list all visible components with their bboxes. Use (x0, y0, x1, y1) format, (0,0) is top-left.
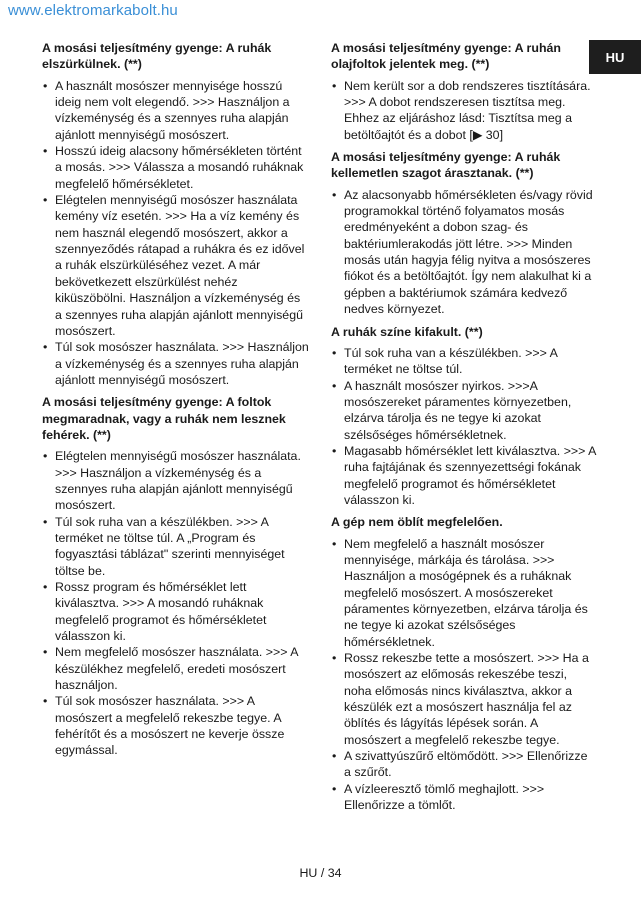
watermark-url: www.elektromarkabolt.hu (8, 2, 178, 19)
cause-list (331, 345, 597, 508)
list-item: • Túl sok ruha van a készülékben. >>> A terméket ne töltse túl. A „Program és fogyasztási táblázat" szerinti mennyiséget töltse be. (42, 514, 310, 579)
section-heading: A mosási teljesítmény gyenge: A ruhák elszürkülnek. (**) (42, 41, 272, 72)
list-item: • A használt mosószer mennyisége hosszú ideig nem volt elegendő. >>> Használjon a vízkeménység és a szennyes ruha alapján ajánlott mennyiségű mosószert. (42, 78, 310, 143)
troubleshoot-section (42, 40, 310, 388)
troubleshoot-section (331, 324, 597, 509)
troubleshoot-section (331, 40, 597, 143)
cause-list (331, 187, 597, 318)
list-item: • Túl sok ruha van a készülékben. >>> A terméket ne töltse túl. (331, 345, 597, 378)
list-item: • Elégtelen mennyiségű mosószer használata. >>> Használjon a vízkeménység és a szennyes ruha alapján ajánlott mennyiségű mosószert. (42, 448, 310, 513)
list-item: • Az alacsonyabb hőmérsékleten és/vagy rövid programokkal történő folyamatos mosás eredményeként a dobon szag- és baktériumlerakodás jött létre. >>> Minden mosás után hagyja félig nyitva a mosószeres fiókot és a betöltőajtót. Így nem alakulhat ki a gépben a baktériumok számára kedvező nedves környezet. (331, 187, 597, 318)
right-column (331, 40, 597, 819)
cause-list (331, 536, 597, 814)
list-item: • Magasabb hőmérséklet lett kiválasztva. >>> A ruha fajtájának és szennyezettségi fokának megfelelő programot és hőmérsékletet válasszon ki. (331, 443, 597, 508)
list-item: • Nem megfelelő a használt mosószer mennyisége, márkája és tárolása. >>> Használjon a mosógépnek és a ruháknak megfelelő mosószert. A mosószereket páramentes környezetben, elzárva tárolja és ne tegye ki azokat szélsőséges hőmérsékletnek. (331, 536, 597, 650)
list-item: • Nem megfelelő mosószer használata. >>> A készülékhez megfelelő, eredeti mosószert használjon. (42, 644, 310, 693)
troubleshoot-section (331, 514, 597, 813)
troubleshoot-section (42, 394, 310, 759)
list-item: • A használt mosószer nyirkos. >>>A mosószereket páramentes környezetben, elzárva tárolja és ne tegye ki azokat szélsőséges hőmérsékletnek. (331, 378, 597, 443)
list-item: • Túl sok mosószer használata. >>> A mosószert a megfelelő rekeszbe tegye. A fehérítőt és a mosószert ne keverje össze egymással. (42, 693, 310, 758)
cause-list (42, 448, 310, 759)
left-column (42, 40, 310, 765)
list-item: • Túl sok mosószer használata. >>> Használjon a vízkeménység és a szennyes ruha alapján ajánlott mennyiségű mosószert. (42, 339, 310, 388)
section-heading: A ruhák színe kifakult. (**) (331, 324, 483, 339)
troubleshoot-section (331, 149, 597, 317)
page-number: HU / 34 (299, 866, 342, 880)
cause-list (331, 78, 597, 143)
list-item: • A szivattyúszűrő eltömődött. >>> Ellenőrizze a szűrőt. (331, 748, 597, 781)
list-item: • A vízleeresztő tömlő meghajlott. >>> Ellenőrizze a tömlőt. (331, 781, 597, 814)
section-heading: A mosási teljesítmény gyenge: A foltok megmaradnak, vagy a ruhák nem lesznek fehérek. (**) (42, 395, 286, 442)
language-tab: HU (589, 40, 641, 74)
section-heading: A mosási teljesítmény gyenge: A ruhán olajfoltok jelentek meg. (**) (331, 41, 561, 72)
section-heading: A gép nem öblít megfelelően. (331, 515, 503, 530)
cause-list (42, 78, 310, 389)
list-item: • Elégtelen mennyiségű mosószer használata kemény víz esetén. >>> Ha a víz kemény és nem használ elegendő mosószert, akkor a szennyeződés rátapad a ruhákra és ez idővel a ruhák elszürküléséhez vezet. A már bekövetkezett elszürkülést nehéz kiküszöbölni. Használjon a vízkeménység és a szennyes ruha alapján ajánlott mennyiségű mosószert. (42, 192, 310, 339)
section-heading: A mosási teljesítmény gyenge: A ruhák kellemetlen szagot árasztanak. (**) (331, 150, 561, 181)
list-item: • Nem került sor a dob rendszeres tisztítására. >>> A dobot rendszeresen tisztítsa meg. Ehhez az eljáráshoz lásd: Tisztítsa meg a betöltőajtót és a dobot [▶ 30] (331, 78, 597, 143)
list-item: • Rossz program és hőmérséklet lett kiválasztva. >>> A mosandó ruháknak megfelelő programot és hőmérsékletet válasszon ki. (42, 579, 310, 644)
list-item: • Rossz rekeszbe tette a mosószert. >>> Ha a mosószert az előmosás rekeszébe teszi, noha előmosás nincs kiválasztva, akkor a készülék ezt a mosószert használja fel az öblítés és lágyítás lépések során. A mosószert a megfelelő rekeszbe tegye. (331, 650, 597, 748)
list-item: • Hosszú ideig alacsony hőmérsékleten történt a mosás. >>> Válassza a mosandó ruháknak megfelelő hőmérsékletet. (42, 143, 310, 192)
